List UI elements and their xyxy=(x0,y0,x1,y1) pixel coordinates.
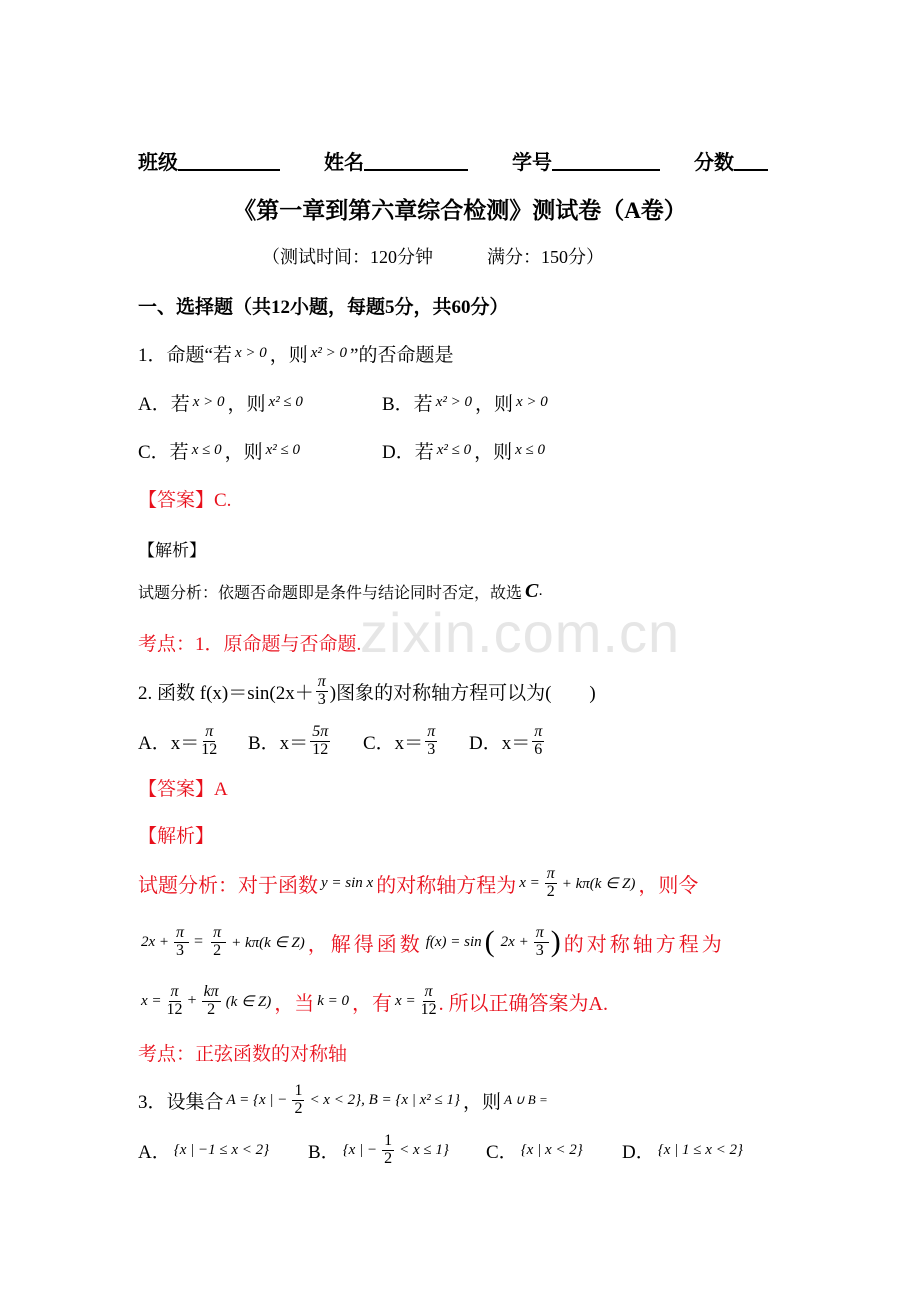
question-2-stem xyxy=(138,668,596,714)
label: D．x＝ xyxy=(469,732,531,754)
math: A ∪ B = xyxy=(504,1092,548,1107)
denominator: 2 xyxy=(207,1000,216,1018)
math: x = xyxy=(395,992,416,1009)
numerator: 1 xyxy=(384,1131,393,1149)
watermark: zixin.com.cn xyxy=(360,601,681,664)
label: D． xyxy=(622,1141,655,1163)
question-1-options-cd xyxy=(138,430,548,470)
fraction xyxy=(534,925,549,960)
label: B．x＝ xyxy=(248,732,309,754)
numerator: 5π xyxy=(312,722,329,740)
full-score: 满分：150分） xyxy=(487,247,604,267)
score-blank[interactable] xyxy=(734,149,768,171)
question-1-analysis-label: 【解析】 xyxy=(138,540,206,560)
math: + kπ(k ∈ Z) xyxy=(561,875,636,892)
fraction xyxy=(292,1083,304,1118)
fraction xyxy=(202,984,221,1019)
test-time: （测试时间：120分钟 xyxy=(262,247,433,267)
text: ，则 xyxy=(269,344,308,366)
option-b[interactable] xyxy=(248,724,363,759)
numerator: π xyxy=(424,982,433,1000)
denominator: 2 xyxy=(384,1149,393,1167)
numerator: π xyxy=(534,722,543,740)
text: ，则 xyxy=(227,393,266,415)
question-1-stem xyxy=(138,333,453,373)
math: 2x + xyxy=(500,933,529,950)
option-d[interactable] xyxy=(382,437,548,464)
page-title: 《第一章到第六章综合检测》测试卷（A卷） xyxy=(233,197,687,223)
numerator: π xyxy=(535,923,547,941)
denominator: 2 xyxy=(294,1099,303,1117)
denominator: 12 xyxy=(312,740,329,758)
math: k = 0 xyxy=(317,992,350,1009)
math: x = xyxy=(141,992,162,1009)
math: (k ∈ Z) xyxy=(225,993,272,1010)
question-3-options xyxy=(138,1127,746,1173)
text: )图象的对称轴方程可以为( ) xyxy=(329,682,596,704)
name-blank[interactable] xyxy=(364,149,468,171)
math: x² > 0 xyxy=(435,393,472,410)
math: y = sin x xyxy=(321,874,374,891)
math: x = xyxy=(519,874,540,891)
math: x² ≤ 0 xyxy=(265,441,300,458)
id-blank[interactable] xyxy=(552,149,660,171)
fraction xyxy=(201,724,217,759)
numerator: π xyxy=(170,982,179,1000)
option-b[interactable] xyxy=(382,389,551,416)
option-c[interactable] xyxy=(486,1137,622,1164)
question-2-analysis-line-3 xyxy=(138,978,608,1024)
denominator: 12 xyxy=(166,1000,183,1018)
numerator: π xyxy=(427,722,436,740)
text: 试题分析：依题否命题即是条件与结论同时否定，故选 xyxy=(138,584,523,602)
denominator: 2 xyxy=(213,941,225,959)
denominator: 3 xyxy=(176,941,188,959)
section-heading: 一、选择题（共12小题，每题5分，共60分） xyxy=(138,296,509,318)
class-blank[interactable] xyxy=(178,149,280,171)
label: C．x＝ xyxy=(363,732,424,754)
question-2-options xyxy=(138,718,546,764)
math: x² ≤ 0 xyxy=(436,441,472,458)
denominator: 3 xyxy=(317,690,326,708)
question-1-analysis xyxy=(138,571,543,611)
math: = xyxy=(194,933,207,950)
text: 2. 函数 f(x)＝sin(2x＋ xyxy=(138,682,314,704)
fraction xyxy=(316,674,328,709)
student-info-header xyxy=(138,140,768,180)
fraction xyxy=(310,724,330,759)
option-d[interactable] xyxy=(622,1137,746,1164)
math: + kπ(k ∈ Z) xyxy=(231,934,305,951)
question-2-analysis-label: 【解析】 xyxy=(138,825,215,847)
label: D．若 xyxy=(382,441,434,463)
label: B．若 xyxy=(382,393,433,415)
math: x² ≤ 0 xyxy=(268,393,303,410)
math: 2x + xyxy=(141,933,170,950)
text: . xyxy=(538,582,543,599)
question-2-point: 考点：正弦函数的对称轴 xyxy=(138,1043,348,1065)
label: C．若 xyxy=(138,441,189,463)
text: ，有 xyxy=(352,992,393,1015)
math: f(x) = sin xyxy=(425,933,482,950)
class-label: 班级 xyxy=(138,151,178,174)
fraction xyxy=(421,984,437,1019)
fraction xyxy=(545,866,557,901)
text: ”的否命题是 xyxy=(350,344,454,366)
option-d[interactable] xyxy=(469,724,546,759)
denominator: 3 xyxy=(535,941,547,959)
label: A． xyxy=(138,1141,171,1163)
text: . 所以正确答案为A. xyxy=(438,992,609,1015)
text: 1．命题“若 xyxy=(138,344,232,366)
math: A = {x | − xyxy=(226,1091,288,1108)
question-2-answer: 【答案】A xyxy=(138,778,228,800)
text: ，解得函数 xyxy=(307,933,423,956)
question-2-analysis-line-2: 2x + $\frac{\pi}{3}$ = $\frac{\pi}{2}$ + kπ(k ∈ Z) ，解得函数 f(x) = sin ( 2x + $\frac{\pi}{3}$ ) 的对称轴方程为 xyxy=(141,923,725,959)
math: x² > 0 xyxy=(310,344,348,361)
name-label: 姓名 xyxy=(324,151,364,174)
option-c[interactable] xyxy=(138,437,382,464)
math: x > 0 xyxy=(192,393,225,410)
subtitle xyxy=(262,236,604,276)
question-1-answer: 【答案】C. xyxy=(138,489,232,511)
math: x ≤ 0 xyxy=(191,441,222,458)
math: x > 0 xyxy=(234,344,267,361)
text: ，则 xyxy=(224,441,263,463)
question-2-analysis-line-1 xyxy=(138,860,698,906)
option-a[interactable] xyxy=(138,724,248,759)
question-3-stem xyxy=(138,1077,551,1123)
fraction xyxy=(211,925,226,960)
label: A．若 xyxy=(138,393,190,415)
label: B． xyxy=(308,1141,340,1163)
option-a[interactable] xyxy=(138,1137,308,1164)
question-1-point: 考点：1．原命题与否命题. xyxy=(138,633,362,655)
numerator: π xyxy=(546,864,555,882)
text: 的对称轴方程为 xyxy=(376,874,517,897)
label: A．x＝ xyxy=(138,732,200,754)
text: ，则令 xyxy=(638,874,699,897)
text: ，当 xyxy=(274,992,315,1015)
denominator: 2 xyxy=(546,882,555,900)
math: {x | x < 2} xyxy=(520,1141,583,1158)
numerator: π xyxy=(317,672,326,690)
math: {x | 1 ≤ x < 2} xyxy=(657,1141,744,1158)
option-b[interactable] xyxy=(308,1133,486,1168)
denominator: 3 xyxy=(427,740,436,758)
text: ，则 xyxy=(463,1091,502,1113)
denominator: 12 xyxy=(201,740,218,758)
denominator: 12 xyxy=(420,1000,437,1018)
numerator: π xyxy=(205,722,214,740)
math: < x ≤ 1} xyxy=(399,1141,449,1158)
text: 3．设集合 xyxy=(138,1091,224,1113)
text: 试题分析：对于函数 xyxy=(138,874,318,897)
id-label: 学号 xyxy=(512,151,552,174)
numerator: π xyxy=(176,923,188,941)
label: C． xyxy=(486,1141,518,1163)
text: 的对称轴方程为 xyxy=(563,933,725,956)
text: ，则 xyxy=(474,441,513,463)
denominator: 6 xyxy=(534,740,543,758)
math: x ≤ 0 xyxy=(515,441,546,458)
math: {x | − xyxy=(342,1141,378,1158)
option-c[interactable] xyxy=(363,724,469,759)
option-a[interactable] xyxy=(138,389,382,416)
question-1-options-ab xyxy=(138,382,551,422)
math: + xyxy=(187,992,197,1009)
fraction xyxy=(174,925,189,960)
numerator: π xyxy=(213,923,225,941)
fraction xyxy=(425,724,437,759)
math: x > 0 xyxy=(515,393,548,410)
numerator: 1 xyxy=(294,1081,303,1099)
score-label: 分数 xyxy=(694,151,734,174)
numerator: kπ xyxy=(203,982,219,1000)
math: {x | −1 ≤ x < 2} xyxy=(173,1141,270,1158)
fraction xyxy=(382,1133,394,1168)
fraction xyxy=(532,724,544,759)
text: ，则 xyxy=(474,393,513,415)
math: < x < 2}, B = {x | x² ≤ 1} xyxy=(309,1091,461,1108)
fraction xyxy=(167,984,183,1019)
choice: C xyxy=(525,579,539,602)
